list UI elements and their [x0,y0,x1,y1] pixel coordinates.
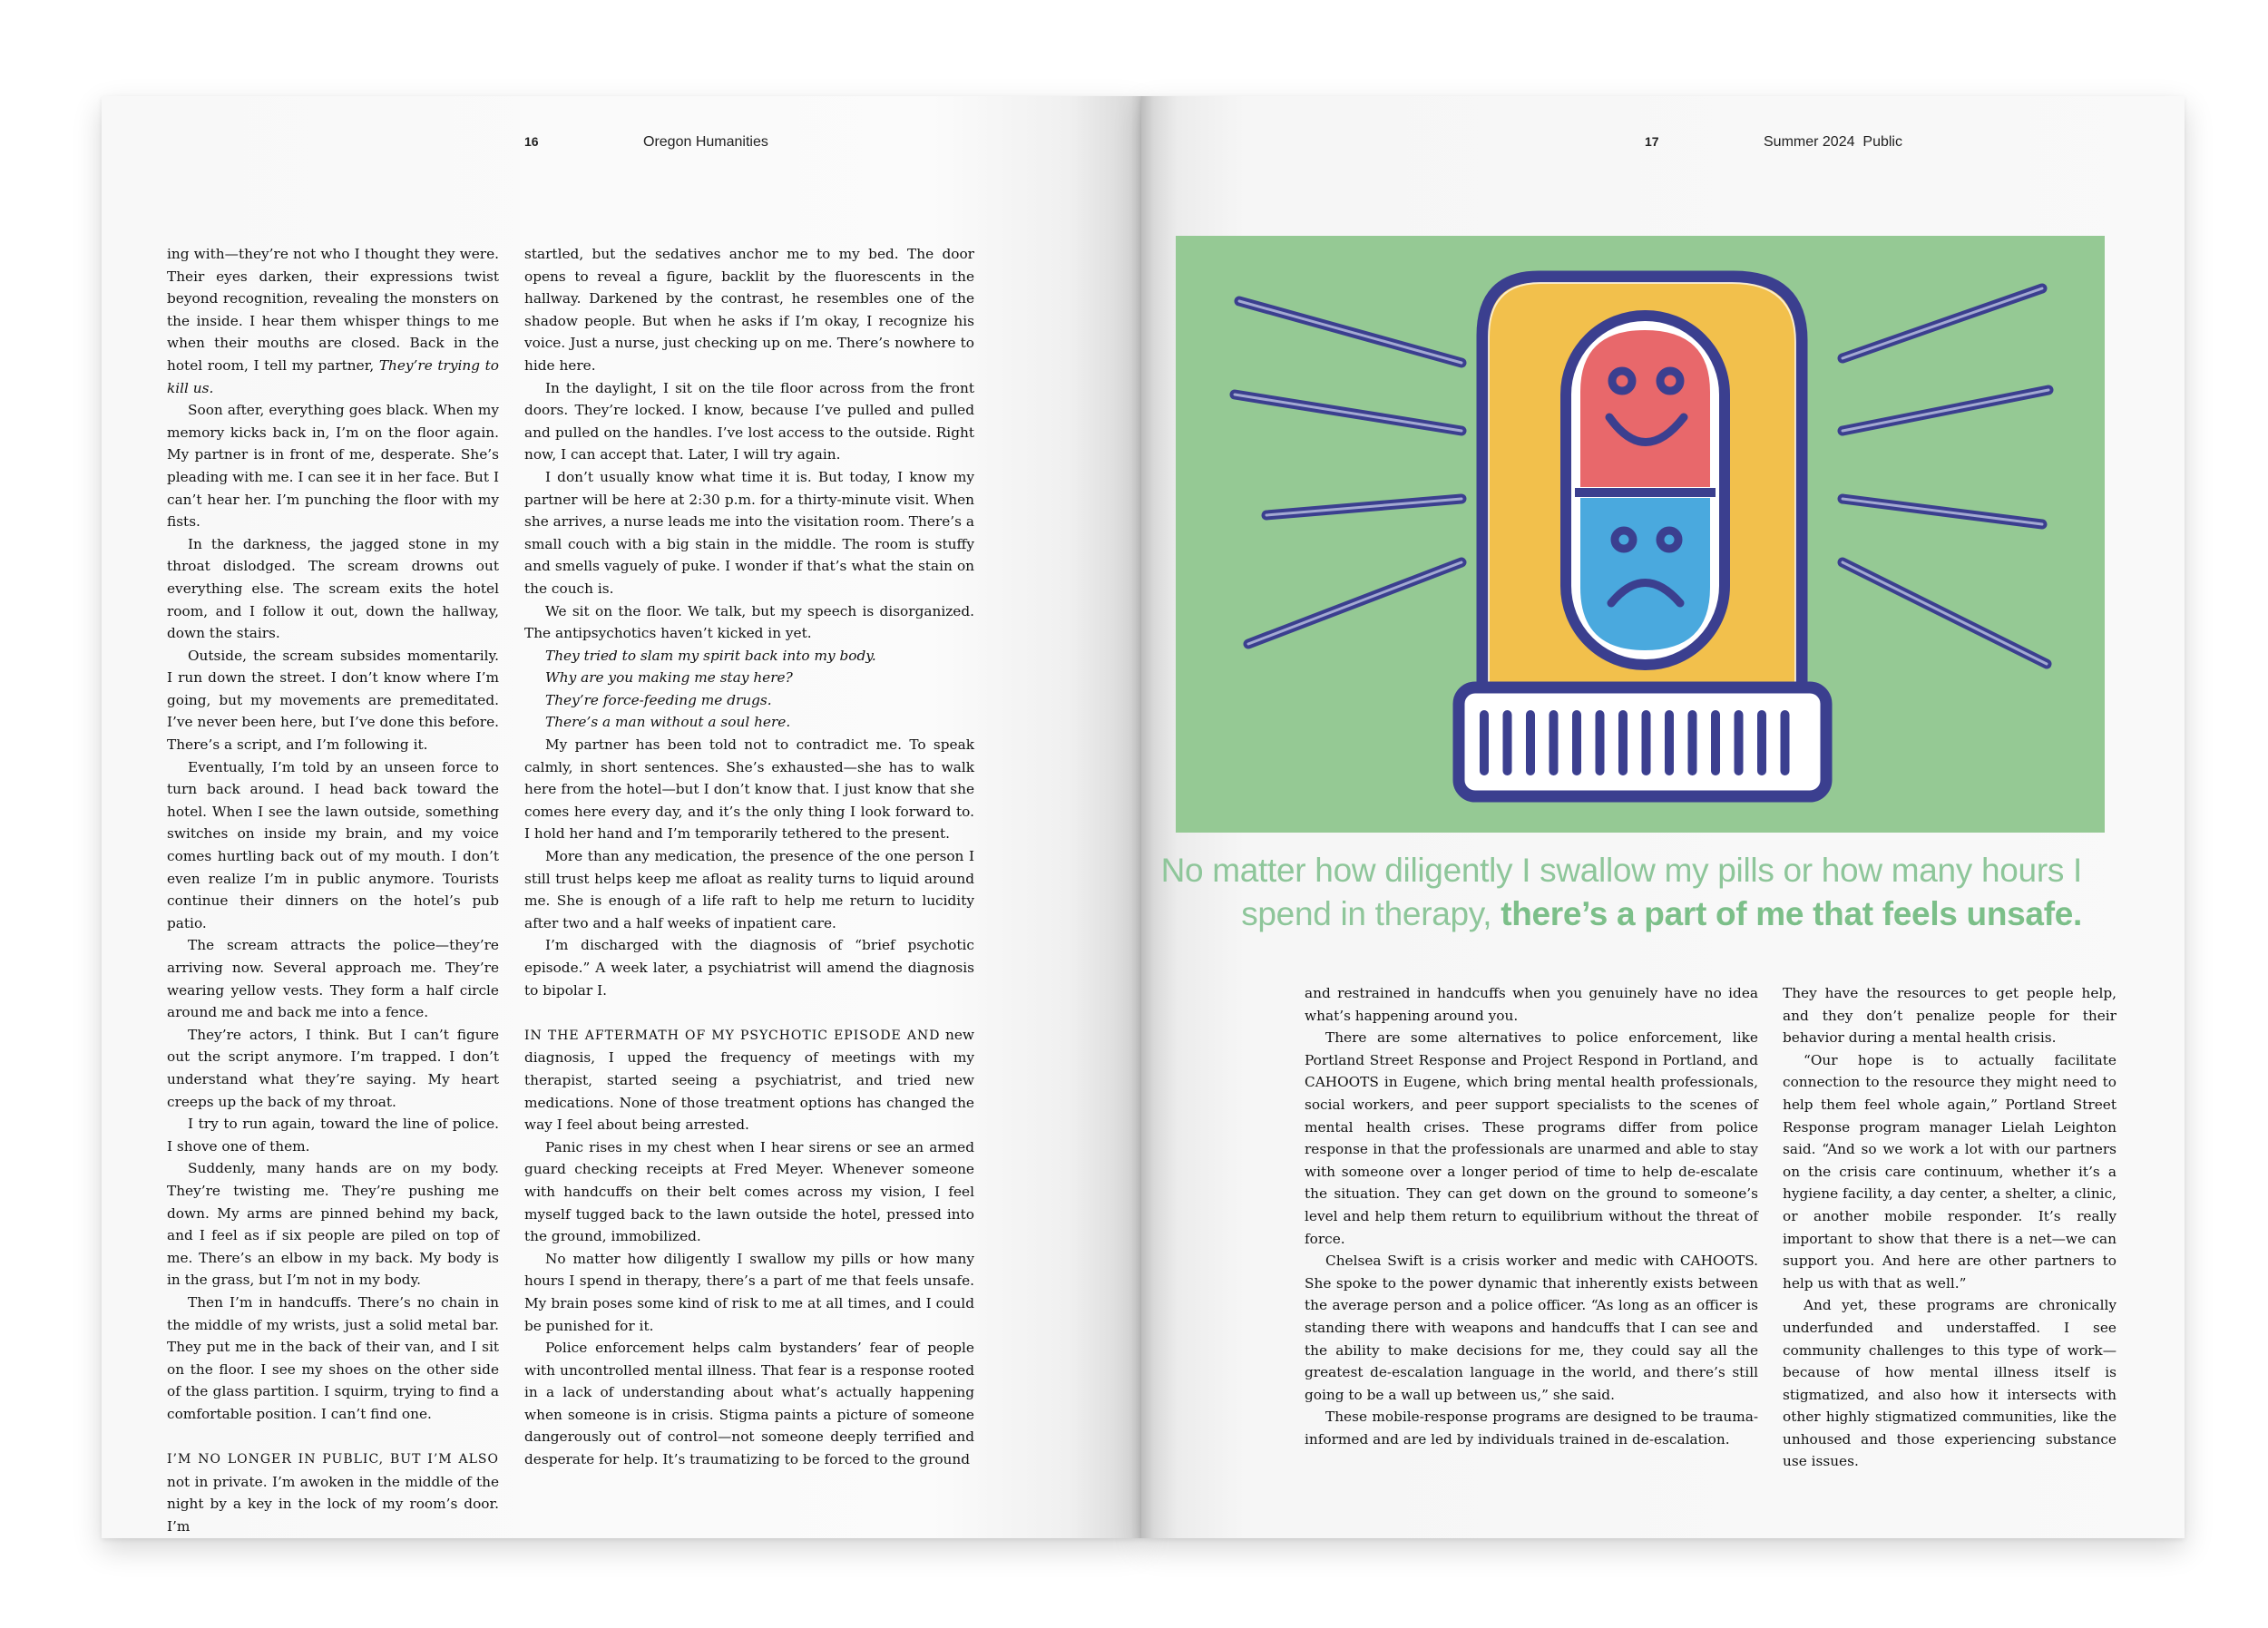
paragraph: They tried to slam my spirit back into my body. [545,647,876,664]
folio-issue: Summer 2024 Public [1764,134,1902,150]
paragraph: I don’t usually know what time it is. But today, I know my partner will be here at 2:30 p.m. for a thirty-minute visit. When she arrives, a nurse leads me into the visitation room. There’s a small couch with a big stain in the middle. The room is stuffy and smells vaguely of puke. I wonder if that’s what the stain on the couch is. [524,468,974,597]
paragraph: There are some alternatives to police enforcement, like Portland Street Response and Project Respond in Portland, and CAHOOTS in Eugene, which bring mental health professionals, social workers, and peer support specialists to the scenes of mental health crises. These programs differ from police response in that the professionals are unarmed and able to stay with someone over a longer period of time to help de-escalate the situation. They can get down on the ground to someone’s level and help them return to equilibrium without the threat of force. [1305,1029,1758,1247]
paragraph: The scream attracts the police—they’re arriving now. Several approach me. They’re wearing yellow vests. They form a half circle around me and back me into a fence. [167,937,499,1021]
paragraph: Why are you making me stay here? [545,669,793,687]
folio-publication: Oregon Humanities [643,134,768,150]
paragraph: There’s a man without a soul here. [545,714,791,731]
paragraph: Eventually, I’m told by an unseen force to turn back around. I head back toward the hotel. When I see the lawn outside, something switches on inside my brain, and my voice comes hurtling back out of my mouth. I don’t even realize I’m in public anymore. Tourists continue their dinners on the hotel’s pub patio. [167,758,499,931]
article-column-2 [1783,982,2116,1473]
paragraph: These mobile-response programs are designed to be trauma-informed and are led by individuals trained in de-escalation. [1305,1409,1758,1448]
paragraph: Outside, the scream subsides momentarily. I run down the street. I don’t know where I’m going, but my movements are premeditated. I’ve never been here, but I’ve done this before. There’s a script, and I’m following it. [167,647,499,754]
folio-page-number: 16 [524,134,539,149]
article-column-1 [167,243,499,1537]
paragraph: And yet, these programs are chronically underfunded and understaffed. I see community challenges to this type of work—because of how mental illness itself is stigmatized, and also how it intersects with other highly stigmatized communities, like the unhoused and those experiencing substance use issues. [1783,1297,2116,1470]
article-column-1 [1305,982,1758,1450]
paragraph: IN THE AFTERMATH OF MY PSYCHOTIC EPISODE AND new diagnosis, I upped the frequency of meetings with my therapist, started seeing a psychiatrist, and tried new medications. None of those treatment options has changed the way I feel about being arrested. [524,1026,974,1134]
paragraph: They’re force-feeding me drugs. [545,691,772,708]
paragraph: Then I’m in handcuffs. There’s no chain in the middle of my wrists, just a solid metal bar. They put me in the back of their van, and I sit on the floor. I see my shoes on the other side of the glass partition. I squirm, trying to find a comfortable position. I can’t find one. [167,1293,499,1422]
section-lead-in: I’M NO LONGER IN PUBLIC, BUT I’M ALSO [167,1452,499,1467]
folio-page-number: 17 [1645,134,1659,149]
paragraph: Police enforcement helps calm bystanders’ fear of people with uncontrolled mental illness. That fear is a response rooted in a lack of understanding about what’s actually happening when someone is in crisis. Stigma paints a picture of someone dangerously out of control—not someone deeply terrified and desperate for help. It’s traumatizing to be forced to the ground [524,1340,974,1468]
section-lead-in: IN THE AFTERMATH OF MY PSYCHOTIC EPISODE AND [524,1028,941,1043]
paragraph: I try to run again, toward the line of police. I shove one of them. [167,1116,499,1155]
right-page [1141,96,2185,1538]
paragraph: We sit on the floor. We talk, but my speech is disorganized. The antipsychotics haven’t kicked in yet. [524,602,974,642]
paragraph: They’re actors, I think. But I can’t figure out the script anymore. I’m trapped. I don’t understand what they’re saying. My heart creeps up the back of my throat. [167,1026,499,1110]
pull-quote: No matter how diligently I swallow my pills or how many hours I spend in therapy, there’s a part of me that feels unsafe. [1160,852,2082,932]
magazine-spread [102,96,2185,1538]
paragraph: startled, but the sedatives anchor me to my bed. The door opens to reveal a figure, backlit by the fluorescents in the hallway. Darkened by the contrast, he resembles one of the shadow people. But when he asks if I’m okay, I recognize his voice. Just a nurse, just checking up on me. There’s nowhere to hide here. [524,246,974,374]
paragraph: Panic rises in my chest when I hear sirens or see an armed guard checking receipts at Fred Meyer. Whenever someone with handcuffs on their belt comes across my vision, I feel myself tugged back to the lawn outside the hotel, pressed into the ground, immobilized. [524,1138,974,1245]
pill-illustration [1176,236,2105,833]
paragraph: ing with—they’re not who I thought they were. Their eyes darken, their expressions twist beyond recognition, revealing the monsters on the inside. I hear them whisper things to me when their mouths are closed. Back in the hotel room, I tell my partner, They’re trying to kill us. [167,246,499,396]
paragraph: I’m discharged with the diagnosis of “brief psychotic episode.” A week later, a psychiatrist will amend the diagnosis to bipolar I. [524,937,974,999]
paragraph: No matter how diligently I swallow my pills or how many hours I spend in therapy, there’s a part of me that feels unsafe. My brain poses some kind of risk to me at all times, and I could be punished for it. [524,1250,974,1334]
paragraph: I’M NO LONGER IN PUBLIC, BUT I’M ALSO not in private. I’m awoken in the middle of the night by a key in the lock of my room’s door. I’m [167,1452,499,1535]
paragraph: Suddenly, many hands are on my body. They’re twisting me. They’re pushing me down. My arms are pinned behind my back, and I feel as if six people are piled on top of me. There’s an elbow in my back. My body is in the grass, but I’m not in my body. [167,1160,499,1289]
paragraph: My partner has been told not to contradict me. To speak calmly, in short sentences. She’s exhausted—she has to walk here from the hotel—but I don’t know that. I just know that she comes here every day, and it’s the only thing I look forward to. I hold her hand and I’m temporarily tethered to the present. [524,736,974,843]
paragraph: They have the resources to get people help, and they don’t penalize people for their behavior during a mental health crisis. [1783,985,2116,1047]
paragraph: In the daylight, I sit on the tile floor across from the front doors. They’re locked. I know, because I’ve pulled and pulled and pulled on the handles. I’ve lost access to the outside. Right now, I can accept that. Later, I will try again. [524,379,974,463]
paragraph: Soon after, everything goes black. When my memory kicks back in, I’m on the floor again. My partner is in front of me, desperate. She’s pleading with me. I can see it in her face. But I can’t hear her. I’m punching the floor with my fists. [167,402,499,531]
paragraph: and restrained in handcuffs when you genuinely have no idea what’s happening around you. [1305,985,1758,1024]
pill-bottom-half [1580,498,1710,650]
paragraph: In the darkness, the jagged stone in my throat dislodged. The scream drowns out everything else. The scream exits the hotel room, and I follow it out, down the hallway, down the stairs. [167,535,499,642]
paragraph: Chelsea Swift is a crisis worker and medic with CAHOOTS. She spoke to the power dynamic that inherently exists between the average person and a police officer. “As long as an officer is standing there with weapons and handcuffs that I can see and the ability to make decisions for me, they could say all the greatest de-escalation language in the world, and there’s still going to be a wall up between us,” she said. [1305,1253,1758,1403]
paragraph: More than any medication, the presence of the one person I still trust helps keep me afloat as reality turns to liquid around me. She is enough of a life raft to help me return to lucidity after two and a half weeks of inpatient care. [524,848,974,931]
left-page [102,96,1141,1538]
article-column-2 [524,243,974,1471]
paragraph: “Our hope is to actually facilitate connection to the resource they might need to help them feel whole again,” Portland Street Response program manager Lielah Leighton said. “And so we work a lot with our partners on the crisis care continuum, whether it’s a hygiene facility, a day center, a shelter, a clinic, or another mobile responder. It’s really important to show that there is a net—we can support you. And here are other partners to help us with that as well.” [1783,1051,2116,1292]
pill-top-half [1580,330,1710,487]
